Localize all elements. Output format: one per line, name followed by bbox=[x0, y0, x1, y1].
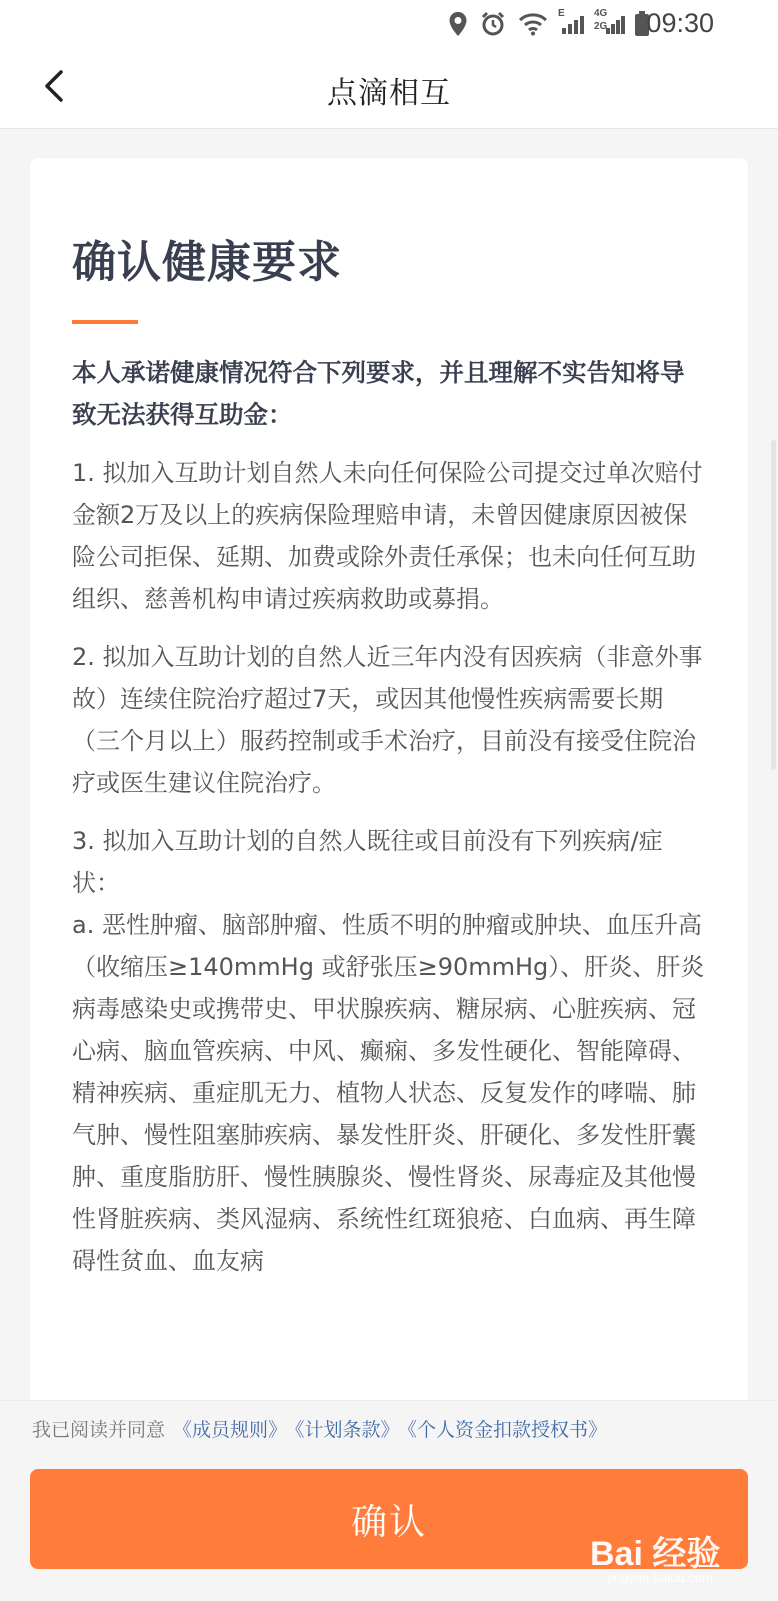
signal-4g-icon bbox=[594, 8, 628, 36]
status-time: 09:30 bbox=[646, 8, 714, 38]
member-rules-link[interactable]: 《成员规则》 bbox=[173, 1419, 288, 1441]
plan-terms-link[interactable]: 《计划条款》 bbox=[295, 1419, 400, 1441]
status-bar bbox=[0, 0, 778, 48]
card-title: 确认健康要求 bbox=[72, 237, 342, 288]
app-header bbox=[0, 48, 778, 129]
requirement-item-1: 1. 拟加入互助计划自然人未向任何保险公司提交过单次赔付金额2万及以上的疾病保险理赔申请，未曾因健康原因被保险公司拒保、延期、加费或除外责任承保；也未向任何互助组织、慈善机构申请过疾病救助或募捐。 bbox=[72, 459, 703, 613]
requirement-item-3a: a. 恶性肿瘤、脑部肿瘤、性质不明的肿瘤或肿块、血压升高（收缩压≥140mmHg 或舒张压≥90mmHg）、肝炎、肝炎病毒感染史或携带史、甲状腺疾病、糖尿病、心脏疾病、冠心病、脑血管疾病、中风、癫痫、多发性硬化、智能障碍、精神疾病、重症肌无力、植物人状态、反复发作的哮喘、肺气肿、慢性阻塞肺疾病、暴发性肝炎、肝硬化、多发性肝囊肿、重度脂肪肝、慢性胰腺炎、慢性肾炎、尿毒症及其他慢性肾脏疾病、类风湿病、系统性红斑狼疮、白血病、再生障碍性贫血、血友病 bbox=[72, 911, 705, 1275]
agreement-line bbox=[32, 1415, 607, 1442]
signal-e-label: E bbox=[558, 8, 565, 19]
wifi-icon bbox=[518, 12, 548, 36]
signal-4g-label: 4G bbox=[594, 8, 608, 19]
intro-text: 本人承诺健康情况符合下列要求，并且理解不实告知将导致无法获得互助金： bbox=[72, 358, 685, 429]
confirm-button[interactable]: 确认 bbox=[30, 1469, 748, 1569]
status-icons bbox=[448, 10, 628, 38]
debit-authorization-link[interactable]: 《个人资金扣款授权书》 bbox=[407, 1419, 608, 1441]
location-icon bbox=[448, 11, 468, 37]
watermark-url: jingyan.baidu.com bbox=[608, 1570, 713, 1585]
card-body bbox=[72, 352, 708, 1298]
health-requirements-card bbox=[30, 158, 748, 1418]
title-underline bbox=[72, 320, 138, 324]
requirement-item-3: 3. 拟加入互助计划的自然人既往或目前没有下列疾病/症状： bbox=[72, 827, 663, 897]
requirement-item-2: 2. 拟加入互助计划的自然人近三年内没有因疾病（非意外事故）连续住院治疗超过7天，或因其他慢性疾病需要长期（三个月以上）服药控制或手术治疗，目前没有接受住院治疗或医生建议住院治疗。 bbox=[72, 643, 703, 797]
watermark-text: Bai 经验 bbox=[590, 1535, 721, 1573]
signal-2g-label: 2G bbox=[594, 21, 608, 32]
baidu-watermark bbox=[590, 1526, 760, 1592]
scrollbar[interactable] bbox=[771, 440, 776, 770]
signal-e-icon bbox=[558, 8, 586, 36]
page-title: 点滴相互 bbox=[327, 76, 451, 111]
alarm-icon bbox=[480, 11, 506, 37]
agreement-prefix: 我已阅读并同意 bbox=[32, 1419, 166, 1441]
